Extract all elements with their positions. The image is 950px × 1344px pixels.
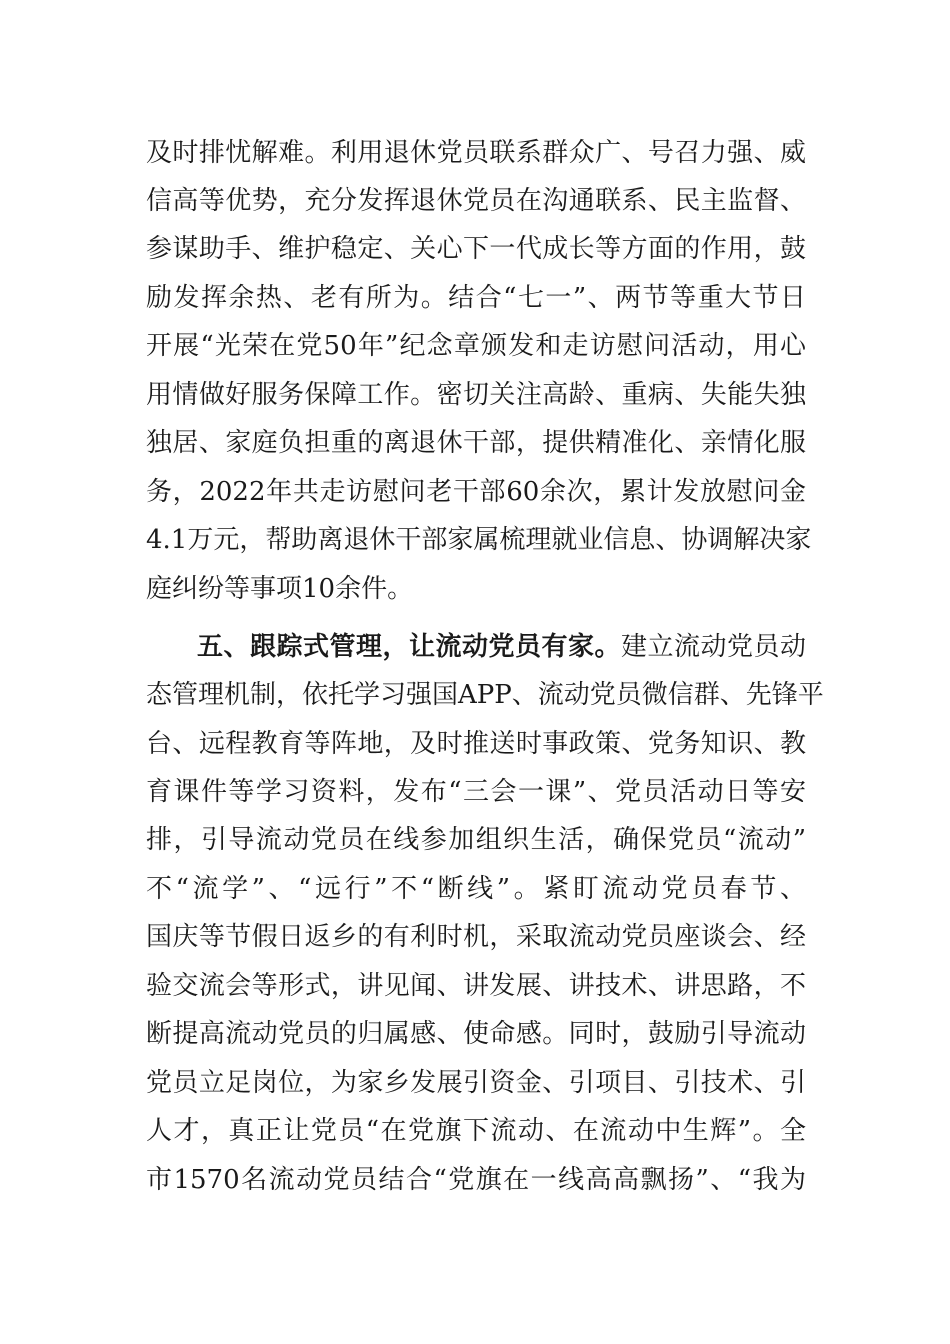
text-line: 市1570名流动党员结合“党旗在一线高高飘扬”、“我为 <box>146 1165 806 1195</box>
text-line: 党员立足岗位，为家乡发展引资金、引项目、引技术、引 <box>146 1068 806 1098</box>
text-line: 务，2022年共走访慰问老干部60余次，累计发放慰问金 <box>146 477 806 507</box>
text-line: 4.1万元，帮助离退休干部家属梳理就业信息、协调解决家 <box>146 525 812 555</box>
text-line: 信高等优势，充分发挥退休党员在沟通联系、民主监督、 <box>146 186 806 216</box>
text-line: 开展“光荣在党50年”纪念章颁发和走访慰问活动，用心 <box>146 331 806 361</box>
text-line: 庭纠纷等事项10余件。 <box>146 574 414 604</box>
text-line: 人才，真正让党员“在党旗下流动、在流动中生辉”。全 <box>146 1116 806 1146</box>
text-line: 育课件等学习资料，发布“三会一课”、党员活动日等安 <box>146 777 806 807</box>
text-line: 励发挥余热、老有所为。结合“七一”、两节等重大节日 <box>146 283 806 313</box>
text-line: 台、远程教育等阵地，及时推送时事政策、党务知识、教 <box>146 729 806 759</box>
text-line: 及时排忧解难。利用退休党员联系群众广、号召力强、威 <box>146 138 806 168</box>
text-line: 排，引导流动党员在线参加组织生活，确保党员“流动” <box>146 825 806 855</box>
text-line: 独居、家庭负担重的离退休干部，提供精准化、亲情化服 <box>146 428 806 458</box>
text-line: 国庆等节假日返乡的有利时机，采取流动党员座谈会、经 <box>146 922 806 952</box>
text-line: 态管理机制，依托学习强国APP、流动党员微信群、先锋平 <box>146 680 824 710</box>
text-line: 参谋助手、维护稳定、关心下一代成长等方面的作用，鼓 <box>146 234 806 264</box>
text-line: 验交流会等形式，讲见闻、讲发展、讲技术、讲思路，不 <box>146 971 806 1001</box>
section-heading-line <box>197 627 806 667</box>
heading-line-rest: 建立流动党员动 <box>620 632 806 662</box>
text-line: 断提高流动党员的归属感、使命感。同时，鼓励引导流动 <box>146 1019 806 1049</box>
section-heading: 五、跟踪式管理，让流动党员有家。 <box>197 632 621 662</box>
text-line: 用情做好服务保障工作。密切关注高龄、重病、失能失独 <box>146 380 806 410</box>
text-line: 不“流学”、“远行”不“断线”。紧盯流动党员春节、 <box>146 874 806 904</box>
